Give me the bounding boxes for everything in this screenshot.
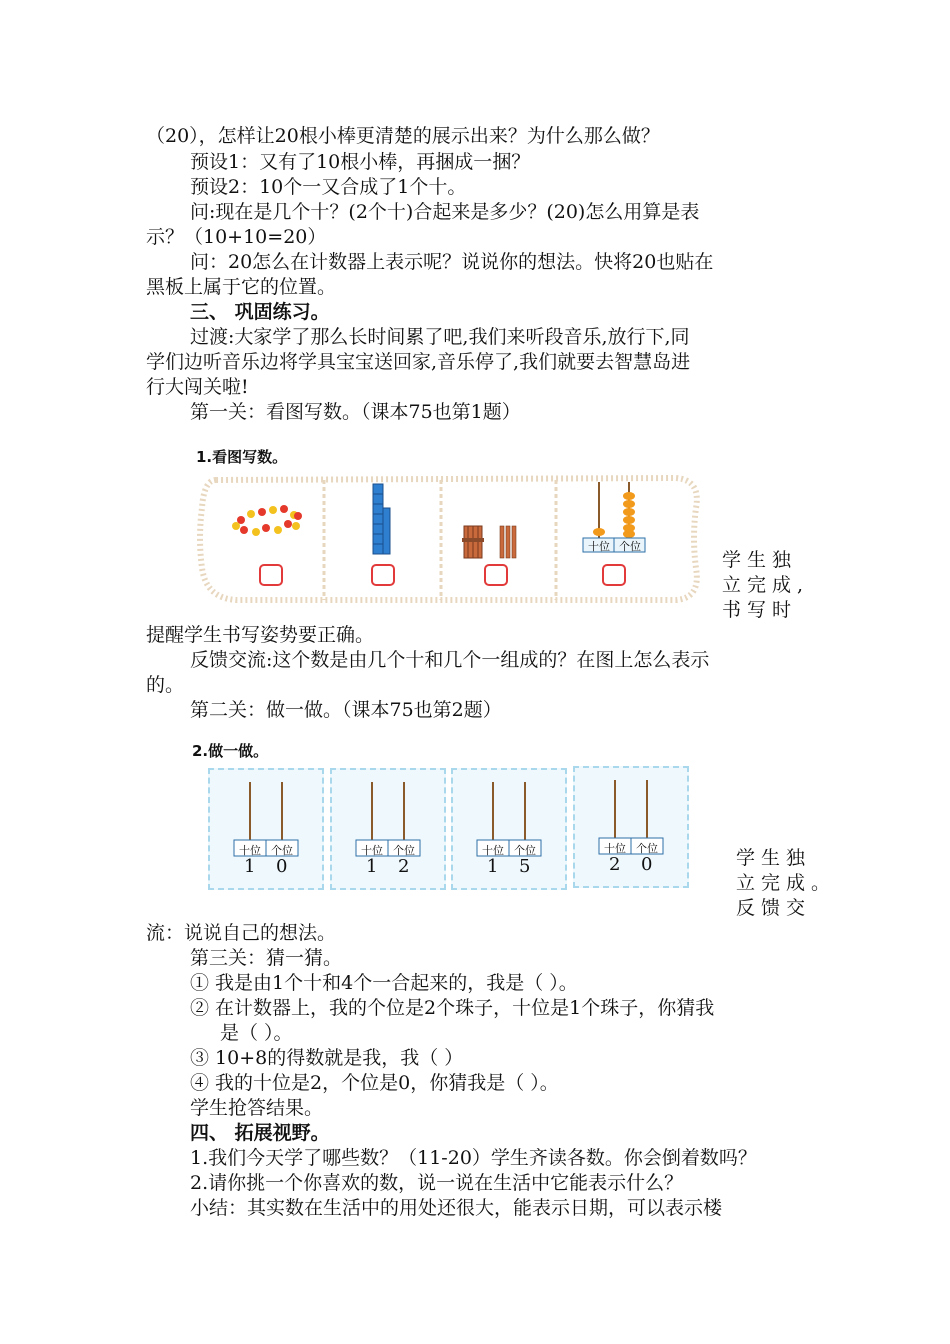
tens-digit: 1 — [366, 856, 378, 877]
text-line: 过渡:大家学了那么长时间累了吧,我们来听段音乐,放行下,同 — [190, 326, 690, 348]
text-line: 的。 — [146, 674, 185, 696]
abacus-card — [573, 766, 689, 888]
text-line: 黑板上属于它的位置。 — [146, 276, 337, 298]
text-line: 学们边听音乐边将学具宝宝送回家,音乐停了,我们就要去智慧岛进 — [146, 351, 691, 373]
text-line: 问:现在是几个十？(2个十)合起来是多少？(20)怎么用算是表 — [190, 201, 700, 223]
stick-bundle-icon — [462, 526, 516, 558]
base-ten-blocks-icon — [373, 484, 390, 554]
abacus-label-tens: 十位 — [604, 842, 626, 855]
abacus-label-tens: 十位 — [239, 844, 261, 857]
answer-box — [372, 565, 394, 585]
side-note-line: 立完成。 — [736, 872, 837, 894]
text-line: 行大闯关啦! — [146, 376, 249, 398]
tens-digit: 1 — [487, 856, 499, 877]
text-line: 是（ ）。 — [220, 1022, 293, 1044]
text-line: 流：说说自己的想法。 — [146, 922, 337, 944]
abacus-label-ones: 个位 — [619, 540, 641, 553]
ones-digit: 0 — [641, 854, 653, 875]
tens-digit: 2 — [609, 854, 621, 875]
ones-digit: 0 — [276, 856, 288, 877]
text-line: 示？（10+10=20） — [146, 226, 327, 248]
text-line: 第三关：猜一猜。 — [190, 947, 343, 969]
abacus-label-tens: 十位 — [588, 540, 610, 553]
side-note — [736, 846, 836, 921]
bead-chain-icon — [232, 505, 302, 536]
side-note-line: 立完成, — [722, 574, 810, 596]
text-line: 反馈交流:这个数是由几个十和几个一组成的？在图上怎么表示 — [190, 649, 710, 671]
text-line: 第一关：看图写数。（课本75也第1题） — [190, 401, 521, 423]
side-note-line: 学生独 — [722, 549, 798, 571]
text-line: ① 我是由1个十和4个一合起来的，我是（ ）。 — [190, 972, 578, 994]
abacus-label-tens: 十位 — [361, 844, 383, 857]
abacus-card — [451, 768, 567, 890]
text-line: ② 在计数器上，我的个位是2个珠子，十位是1个珠子，你猜我 — [190, 997, 715, 1019]
text-line: （20），怎样让20根小棒更清楚的展示出来？为什么那么做？ — [146, 125, 660, 147]
section-heading: 四、 拓展视野。 — [190, 1122, 330, 1144]
text-line: 预设1：又有了10根小棒，再捆成一捆？ — [190, 151, 531, 173]
ones-digit: 2 — [398, 856, 410, 877]
abacus-label-ones: 个位 — [393, 844, 415, 857]
text-line: 问：20怎么在计数器上表示呢？说说你的想法。快将20也贴在 — [190, 251, 714, 273]
abacus-label-ones: 个位 — [514, 844, 536, 857]
abacus-card — [330, 768, 446, 890]
text-line: 1.我们今天学了哪些数？（11-20）学生齐读各数。你会倒着数吗？ — [190, 1147, 757, 1169]
text-line: 2.请你挑一个你喜欢的数，说一说在生活中它能表示什么？ — [190, 1172, 684, 1194]
answer-box — [603, 565, 625, 585]
answer-box — [485, 565, 507, 585]
side-note-line: 书写时 — [722, 599, 798, 621]
abacus-label-ones: 个位 — [271, 844, 293, 857]
text-line: ④ 我的十位是2，个位是0，你猜我是（ ）。 — [190, 1072, 559, 1094]
side-note — [722, 548, 809, 623]
ones-digit: 5 — [519, 856, 531, 877]
text-line: 小结：其实数在生活中的用处还很大，能表示日期，可以表示楼 — [190, 1197, 723, 1219]
figure-title: 2.做一做。 — [192, 742, 269, 760]
abacus-label-ones: 个位 — [636, 842, 658, 855]
side-note-line: 学生独 — [736, 847, 812, 869]
text-line: 学生抢答结果。 — [190, 1097, 324, 1119]
text-line: 预设2：10个一又合成了1个十。 — [190, 176, 467, 198]
tens-digit: 1 — [244, 856, 256, 877]
text-line: 提醒学生书写姿势要正确。 — [146, 624, 375, 646]
answer-box — [260, 565, 282, 585]
text-line: ③ 10+8的得数就是我，我（ ） — [190, 1047, 464, 1069]
figure-title: 1.看图写数。 — [196, 448, 288, 466]
text-line: 第二关：做一做。（课本75也第2题） — [190, 699, 502, 721]
abacus-card — [208, 768, 324, 890]
side-note-line: 反馈交 — [736, 897, 812, 919]
section-heading: 三、 巩固练习。 — [190, 301, 330, 323]
abacus-label-tens: 十位 — [482, 844, 504, 857]
